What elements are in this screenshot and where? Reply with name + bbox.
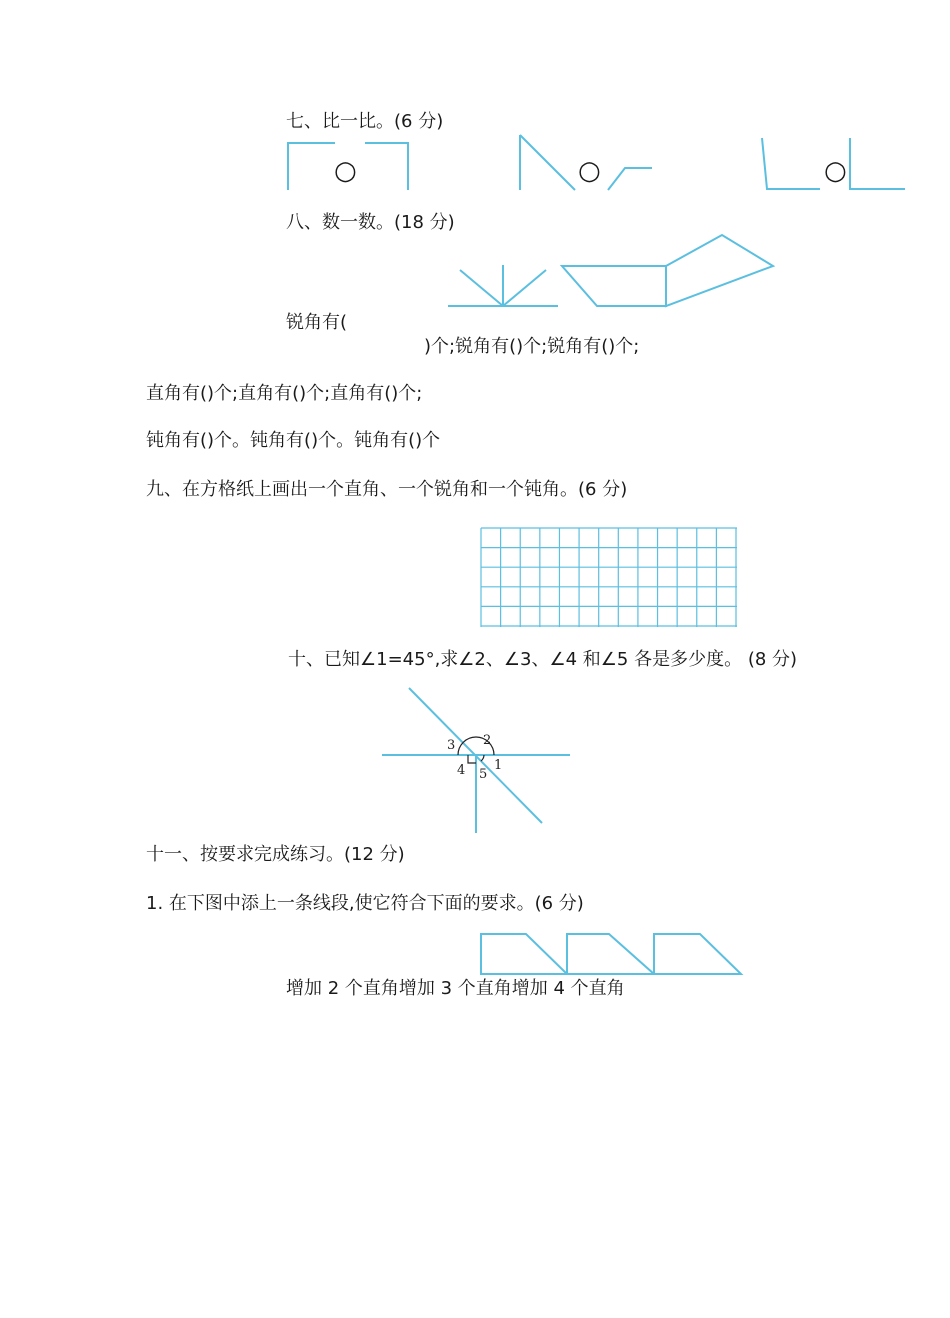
- compare-circle-1[interactable]: ○: [334, 156, 357, 186]
- right-angle-count-line: 直角有()个;直角有()个;直角有()个;: [146, 383, 423, 404]
- angle-label-3: 3: [447, 738, 456, 753]
- ray-left: [460, 270, 503, 306]
- acute-count-line-rest: )个;锐角有()个;锐角有()个;: [424, 336, 640, 357]
- angle-label-2: 2: [483, 733, 492, 748]
- q11-item-1: 1. 在下图中添上一条线段,使它符合下面的要求。(6 分): [146, 893, 584, 914]
- q8-title: 八、数一数。(18 分): [286, 212, 455, 233]
- q11-title: 十一、按要求完成练习。(12 分): [146, 844, 405, 865]
- trapezoid-shape: [562, 266, 666, 306]
- add-segment-figures[interactable]: [478, 930, 746, 978]
- acute-count-line-start: 锐角有(: [286, 312, 348, 333]
- q11-requirements: 增加 2 个直角增加 3 个直角增加 4 个直角: [286, 978, 625, 999]
- intersecting-lines-figure: [380, 685, 580, 835]
- add-segment-shape-3: [654, 934, 741, 974]
- quadrilateral-shape: [666, 235, 773, 306]
- angle-label-5: 5: [479, 767, 488, 782]
- q7-title: 七、比一比。(6 分): [286, 111, 444, 132]
- q10-title-prefix: 十、已知∠1=45°: [288, 649, 435, 670]
- q10-title-suffix: ,求∠2、∠3、∠4 和∠5 各是多少度。 (8 分): [434, 649, 798, 670]
- obtuse-angle-count-line: 钝角有()个。钝角有()个。钝角有()个: [146, 430, 441, 451]
- add-segment-shape-1: [481, 934, 567, 974]
- ray-right: [503, 270, 546, 306]
- angle-label-1: 1: [494, 758, 503, 773]
- angle-figure-1: [288, 143, 335, 190]
- q10-title: [288, 648, 797, 672]
- angle-figure-4: [608, 168, 652, 190]
- add-segment-shape-2: [567, 934, 654, 974]
- compare-circle-2[interactable]: ○: [578, 156, 601, 186]
- q8-count-figures: [440, 230, 780, 315]
- compare-circle-3[interactable]: ○: [824, 156, 847, 186]
- q9-title: 九、在方格纸上画出一个直角、一个锐角和一个钝角。(6 分): [146, 479, 628, 500]
- grid-paper[interactable]: [480, 527, 740, 629]
- angle-figure-2: [365, 143, 408, 190]
- angle-figure-3-slant: [520, 135, 575, 190]
- angle-figure-5: [762, 138, 820, 189]
- angle-figure-6: [850, 138, 905, 189]
- angle-label-4: 4: [457, 763, 466, 778]
